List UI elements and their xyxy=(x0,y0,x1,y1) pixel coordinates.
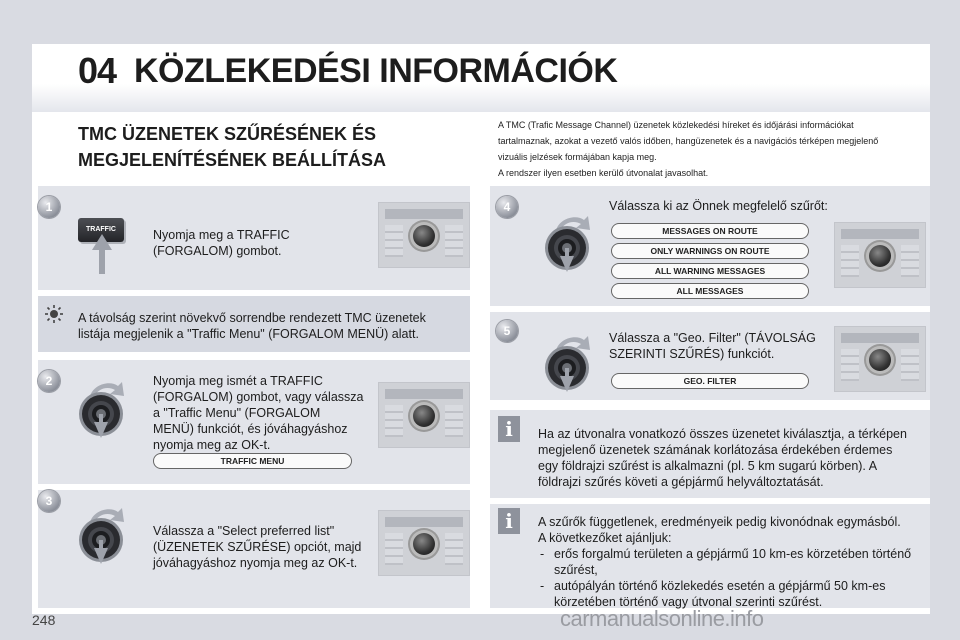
step-text-line: SZERINTI SZŰRÉS) funkciót. xyxy=(609,347,775,361)
section-title xyxy=(78,121,478,173)
intro-line: vizuális jelzések formájában kapja meg. xyxy=(498,152,657,162)
filter-option-all-warning-messages: ALL WARNING MESSAGES xyxy=(611,263,809,279)
traffic-button: TRAFFIC xyxy=(78,218,124,242)
radio-knob xyxy=(413,533,435,555)
arrow-up-icon xyxy=(92,234,112,274)
recommendation-list xyxy=(538,546,923,610)
step-1-text xyxy=(153,227,363,259)
step-text-line: jóváhagyáshoz nyomja meg az OK-t. xyxy=(153,556,358,570)
list-item-line: - erős forgalmú területen a gépjármű 10 km-es körzetében történő xyxy=(554,547,912,561)
radio-unit-image xyxy=(834,326,926,392)
step-5-badge: 5 xyxy=(496,320,518,342)
filter-option-messages-on-route: MESSAGES ON ROUTE xyxy=(611,223,809,239)
intro-line: tartalmaznak, azokat a vezető valós időben, hangüzenetek és a navigációs térképen megjelenő xyxy=(498,136,879,146)
dial-knob-icon xyxy=(72,380,130,438)
radio-keys xyxy=(901,349,919,381)
step-4-badge: 4 xyxy=(496,196,518,218)
radio-display xyxy=(841,333,919,343)
step-2-text xyxy=(153,373,373,453)
radio-keys xyxy=(445,533,463,565)
chapter-number: 04 xyxy=(78,50,117,91)
radio-unit-image xyxy=(378,202,470,268)
radio-display xyxy=(385,389,463,399)
chapter-title: KÖZLEKEDÉSI INFORMÁCIÓK xyxy=(134,52,618,90)
section-title-line: MEGJELENÍTÉSÉNEK BEÁLLÍTÁSA xyxy=(78,150,387,170)
radio-knob xyxy=(869,245,891,267)
info-icon: i xyxy=(498,416,520,442)
radio-unit-image xyxy=(378,510,470,576)
dial-knob-icon xyxy=(538,214,596,272)
radio-knob xyxy=(869,349,891,371)
info-icon: i xyxy=(498,508,520,534)
step-text-line: a "Traffic Menu" (FORGALOM xyxy=(153,406,321,420)
step-text-line: MENÜ) funkciót, és jóváhagyáshoz xyxy=(153,422,348,436)
info-1-text xyxy=(538,426,923,490)
info-line: megjelenő üzenetek számának korlátozása érdekében érdemes xyxy=(538,443,893,457)
radio-keys xyxy=(385,225,403,257)
step-3-badge: 3 xyxy=(38,490,60,512)
radio-keys xyxy=(385,405,403,437)
traffic-menu-option: TRAFFIC MENU xyxy=(153,453,352,469)
dial-knob-icon xyxy=(72,506,130,564)
tip-line: listája megjelenik a "Traffic Menu" (FORGALOM MENÜ) alatt. xyxy=(78,327,419,341)
radio-unit-image xyxy=(378,382,470,448)
radio-unit-image xyxy=(834,222,926,288)
radio-keys xyxy=(901,245,919,277)
tip-line: A távolság szerint növekvő sorrendbe rendezett TMC üzenetek xyxy=(78,311,426,325)
step-3-text xyxy=(153,523,373,571)
section-title-line: TMC ÜZENETEK SZŰRÉSÉNEK ÉS xyxy=(78,124,377,144)
info-2-text xyxy=(538,514,923,610)
intro-text xyxy=(498,117,918,181)
watermark: carmanualsonline.info xyxy=(560,606,764,631)
info-line: A következőket ajánljuk: xyxy=(538,531,672,545)
info-line: földrajzi szűrés követi a gépjármű helyváltoztatását. xyxy=(538,475,824,489)
radio-keys xyxy=(841,245,859,277)
radio-keys xyxy=(445,225,463,257)
radio-knob xyxy=(413,225,435,247)
step-text-line: nyomja meg az OK-t. xyxy=(153,438,271,452)
step-2-badge: 2 xyxy=(38,370,60,392)
list-item-line: szűrést, xyxy=(554,563,598,577)
intro-line: A rendszer ilyen esetben kerülő útvonalat javasolhat. xyxy=(498,168,709,178)
info-line: Ha az útvonalra vonatkozó összes üzenetet kiválasztja, a térképen xyxy=(538,427,907,441)
info-line: egy földrajzi szűrést is alkalmazni (pl. 5 km sugarú körben). A xyxy=(538,459,878,473)
dial-knob-icon xyxy=(538,334,596,392)
step-5-text xyxy=(609,330,829,362)
intro-line: A TMC (Trafic Message Channel) üzenetek közlekedési híreket és időjárási információkat xyxy=(498,120,854,130)
filter-option-only-warnings-on-route: ONLY WARNINGS ON ROUTE xyxy=(611,243,809,259)
step-text-line: (ÜZENETEK SZŰRÉSE) opciót, majd xyxy=(153,540,362,554)
step-text-line: Válassza a "Select preferred list" xyxy=(153,524,335,538)
lightbulb-icon xyxy=(44,304,64,324)
list-item xyxy=(538,546,923,578)
step-1-badge: 1 xyxy=(38,196,60,218)
step-text-line: Válassza a "Geo. Filter" (TÁVOLSÁG xyxy=(609,331,816,345)
tip-text xyxy=(78,310,468,342)
page-number: 248 xyxy=(32,612,56,628)
radio-display xyxy=(385,209,463,219)
radio-keys xyxy=(385,533,403,565)
geo-filter-option: GEO. FILTER xyxy=(611,373,809,389)
step-text-line: Nyomja meg ismét a TRAFFIC xyxy=(153,374,323,388)
radio-knob xyxy=(413,405,435,427)
radio-keys xyxy=(445,405,463,437)
info-line: A szűrők függetlenek, eredményeik pedig kivonódnak egymásból. xyxy=(538,515,901,529)
list-item-line: - autópályán történő közlekedés esetén a gépjármű 50 km-es xyxy=(554,579,886,593)
filter-option-all-messages: ALL MESSAGES xyxy=(611,283,809,299)
step-4-text: Válassza ki az Önnek megfelelő szűrőt: xyxy=(609,199,828,213)
step-text-line: Nyomja meg a TRAFFIC xyxy=(153,228,290,242)
step-text-line: (FORGALOM) gombot. xyxy=(153,244,282,258)
radio-keys xyxy=(841,349,859,381)
radio-display xyxy=(385,517,463,527)
step-text-line: (FORGALOM) gombot, vagy válassza xyxy=(153,390,364,404)
radio-display xyxy=(841,229,919,239)
list-item-line: körzetében történő vagy útvonal szerinti szűrést. xyxy=(554,595,823,609)
